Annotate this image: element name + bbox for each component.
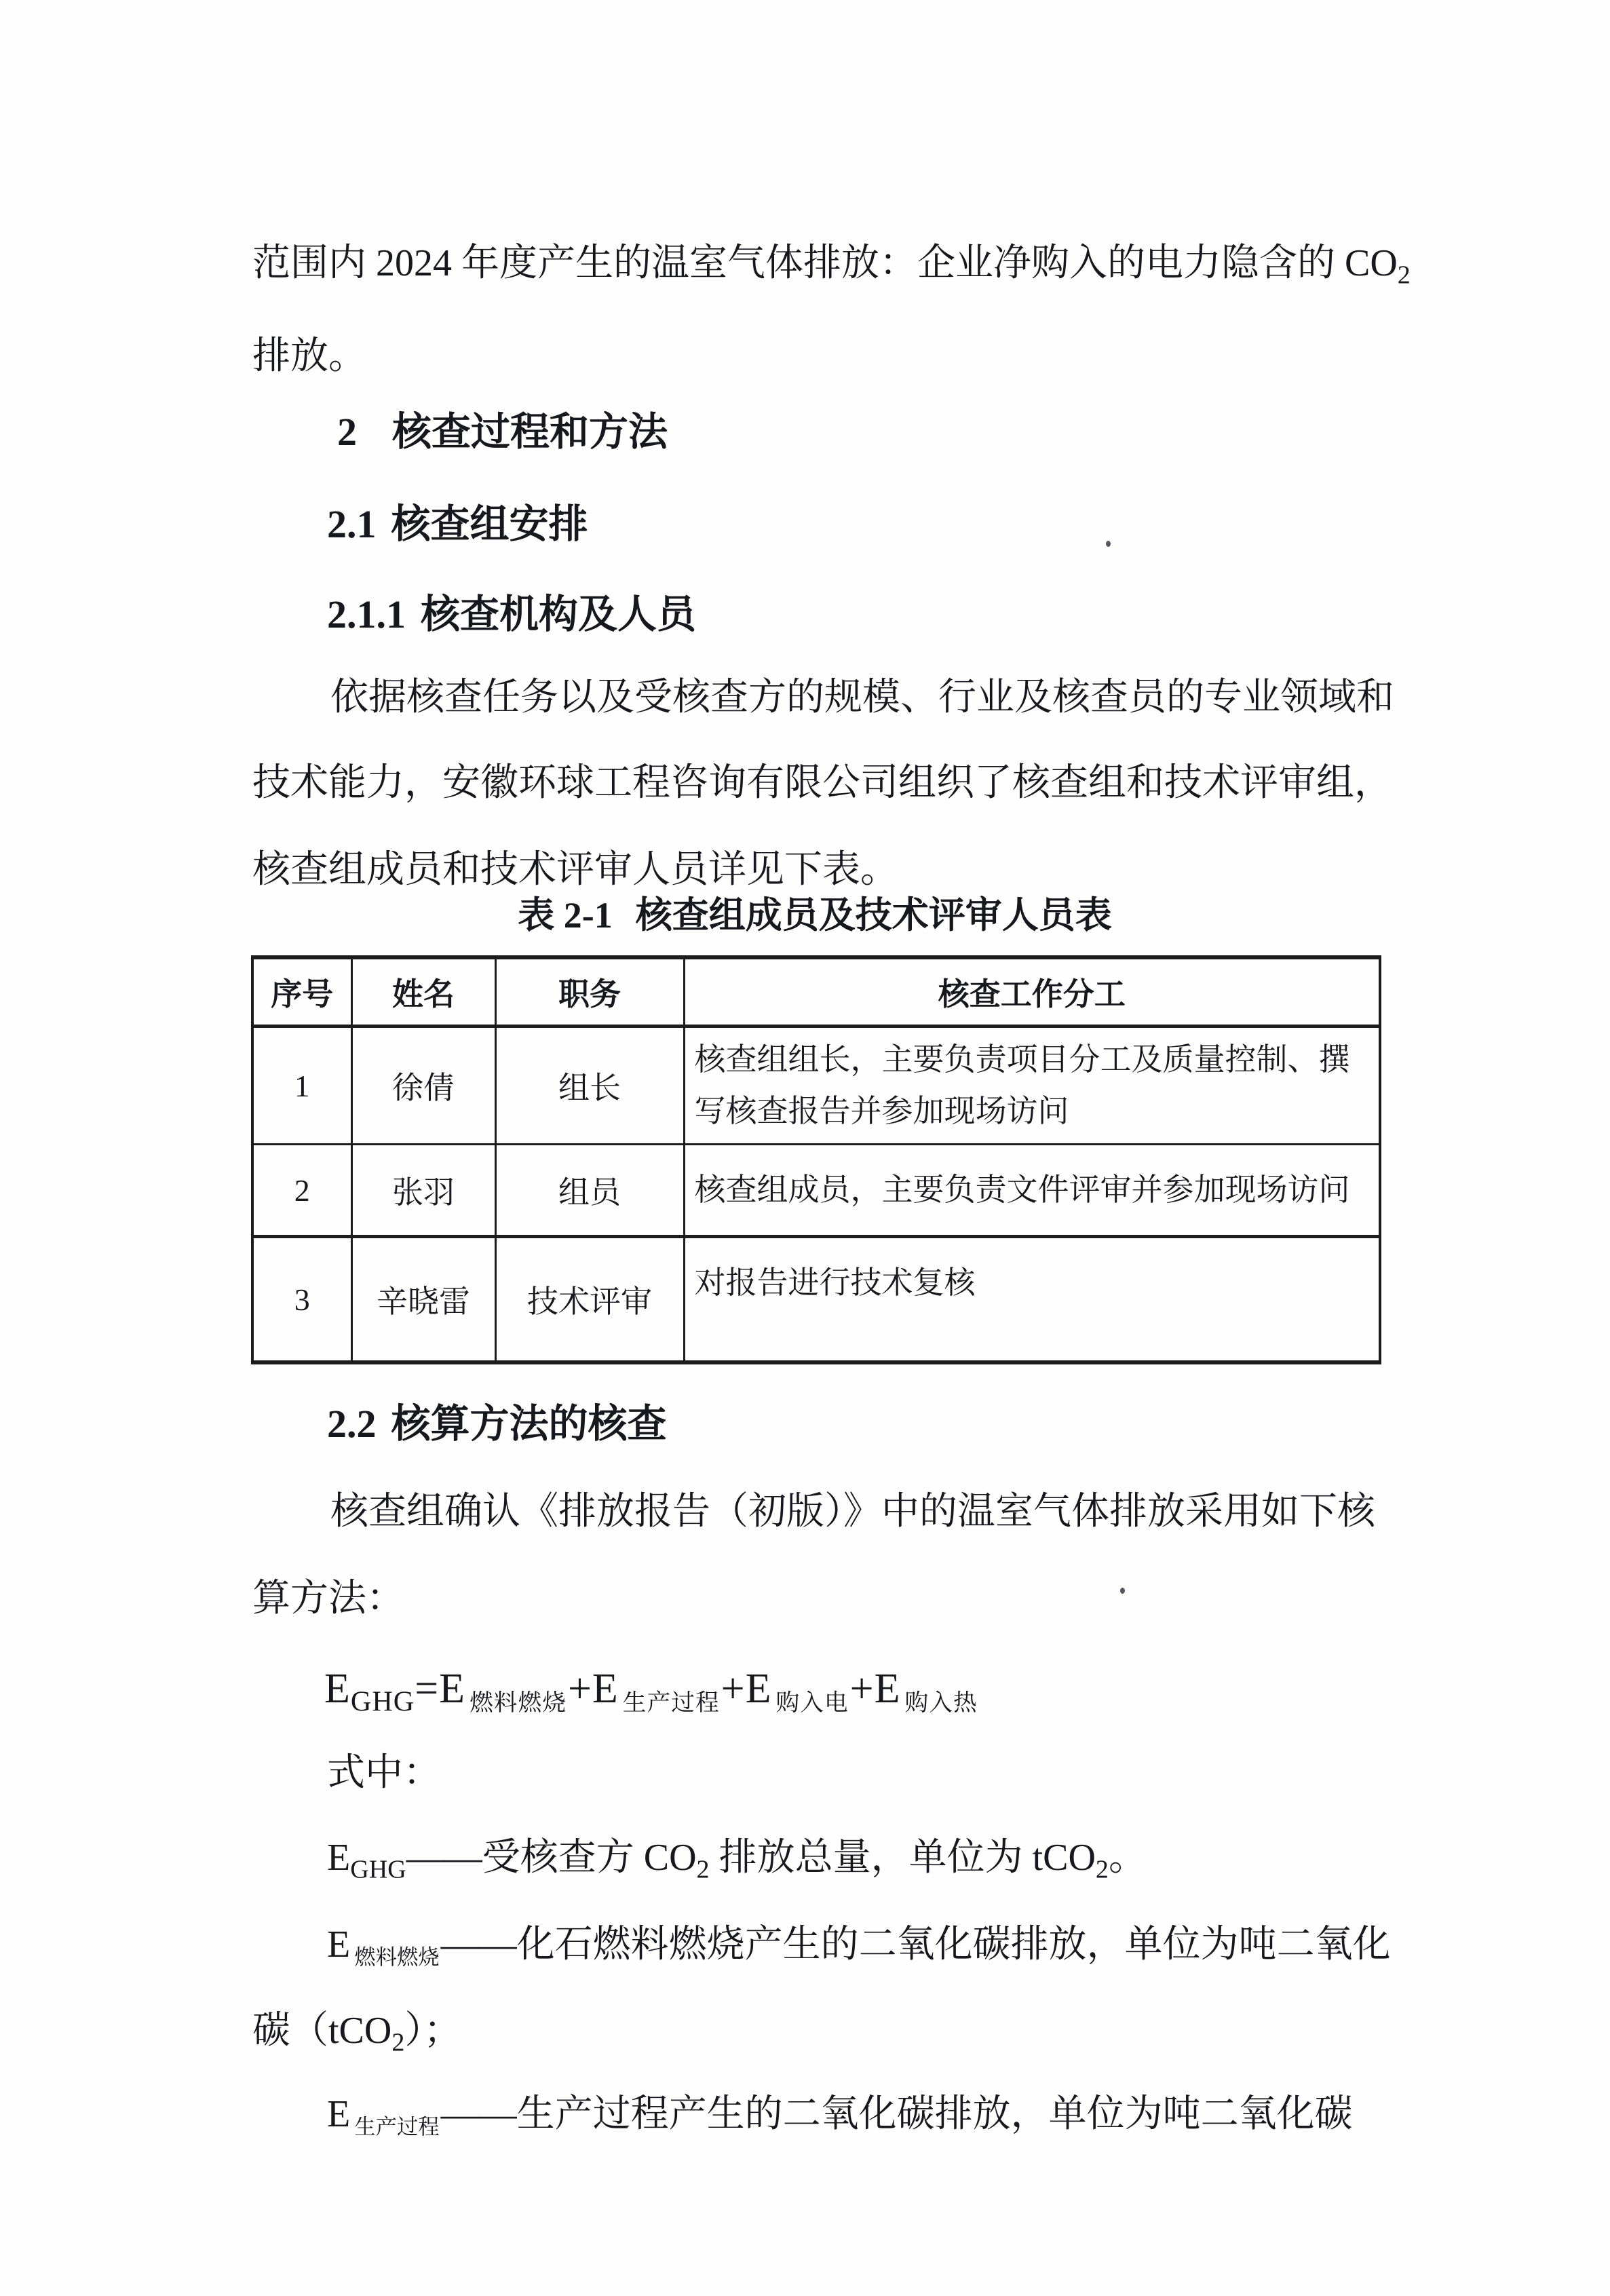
tco2-subscript: 2 [1095,1855,1109,1884]
team-paragraph-line-1: 依据核查任务以及受核查方的规模、行业及核查员的专业领域和 [330,676,1394,719]
definition-eghg [327,1836,1147,1884]
formula-where-label: 式中： [327,1752,441,1794]
section-heading-2-1 [327,502,588,548]
formula-sub-fuel: 燃料燃烧 [469,1689,567,1717]
header-cell-index: 序号 [252,957,351,1027]
formula-sub-electricity: 购入电 [775,1689,849,1717]
def-efuel-cont-text-1: 碳（tCO [252,2010,392,2052]
cell-name: 辛晓雷 [351,1237,495,1363]
team-paragraph-line-2: 技术能力，安徽环球工程咨询有限公司组织了核查组和技术评审组， [252,762,1392,804]
section-2-1-title: 核查组安排 [391,502,588,547]
section-heading-2-1-1 [327,592,696,638]
section-2-number: 2 [337,409,357,454]
formula-sub-ghg: GHG [350,1685,415,1718]
ghg-formula [324,1665,979,1718]
formula-term-E-fuel: =E [415,1666,466,1712]
cell-index: 2 [252,1145,351,1237]
method-paragraph-line-2: 算方法： [252,1577,404,1620]
definition-efuel [327,1923,1391,1969]
table-row [252,1027,1380,1145]
def-eghg-symbol: E [327,1837,351,1879]
header-cell-name: 姓名 [351,957,495,1027]
def-eghg-subscript: GHG [350,1855,406,1884]
section-heading-2 [337,410,668,455]
def-efuel-symbol: E [327,1924,351,1966]
verification-team-table [251,955,1381,1364]
definition-efuel-continuation [252,2009,462,2057]
def-eprocess-symbol: E [327,2093,351,2135]
def-eprocess-text: ——生产过程产生的二氧化碳排放，单位为吨二氧化碳 [440,2093,1353,2135]
intro-line-1 [252,242,1411,290]
section-heading-2-2 [327,1402,667,1447]
intro-line-2: 排放。 [252,335,366,377]
formula-term-E-heat: +E [849,1666,901,1712]
def-efuel-subscript: 燃料燃烧 [354,1945,440,1969]
def-eghg-text-1: ——受核查方 CO [406,1837,697,1879]
co2-subscript: 2 [696,1855,710,1884]
cell-role: 组长 [495,1027,684,1145]
scan-speck [1120,1588,1125,1594]
section-2-1-number: 2.1 [327,502,377,547]
table-caption [251,886,1379,938]
def-efuel-cont-text-2: ）； [404,2010,462,2052]
cell-role: 组员 [495,1145,684,1237]
scan-speck [1106,541,1111,547]
cell-duty: 核查组成员，主要负责文件评审并参加现场访问 [684,1145,1380,1237]
cell-index: 3 [252,1237,351,1363]
table-row [252,1237,1380,1363]
section-2-2-number: 2.2 [327,1402,377,1447]
section-2-1-1-number: 2.1.1 [327,592,406,636]
tco2-subscript: 2 [391,2028,405,2057]
section-2-title: 核查过程和方法 [392,409,668,454]
def-eghg-text-2: 排放总量，单位为 tCO [709,1837,1096,1879]
method-paragraph-line-1: 核查组确认《排放报告（初版）》中的温室气体排放采用如下核 [330,1491,1375,1533]
table-caption-title: 核查组成员及技术评审人员表 [635,895,1112,936]
table-caption-label: 表 2-1 [518,895,613,936]
co2-subscript: 2 [1397,261,1411,290]
cell-role: 技术评审 [495,1237,684,1363]
formula-sub-heat: 购入热 [904,1689,978,1717]
def-eprocess-subscript: 生产过程 [354,2114,440,2139]
table-row [252,1145,1380,1237]
cell-duty: 对报告进行技术复核 [684,1237,1380,1363]
formula-term-E: E [324,1666,351,1712]
formula-term-E-electricity: +E [721,1666,772,1712]
cell-index: 1 [252,1027,351,1145]
def-efuel-text: ——化石燃料燃烧产生的二氧化碳排放，单位为吨二氧化 [440,1924,1391,1966]
definition-eprocess [327,2092,1353,2139]
intro-line-1-text: 范围内 2024 年度产生的温室气体排放：企业净购入的电力隐含的 CO [252,242,1398,284]
team-paragraph-line-3: 核查组成员和技术评审人员详见下表。 [252,849,898,891]
section-2-2-title: 核算方法的核查 [391,1402,667,1447]
header-cell-role: 职务 [495,957,684,1027]
section-2-1-1-title: 核查机构及人员 [421,592,697,636]
formula-term-E-process: +E [567,1666,619,1712]
cell-name: 张羽 [351,1145,495,1237]
table-header-row [252,957,1380,1027]
cell-duty: 核查组组长，主要负责项目分工及质量控制、撰写核查报告并参加现场访问 [684,1027,1380,1145]
def-eghg-text-3: 。 [1108,1837,1147,1879]
header-cell-duty: 核查工作分工 [684,957,1380,1027]
cell-name: 徐倩 [351,1027,495,1145]
formula-sub-process: 生产过程 [622,1689,720,1717]
